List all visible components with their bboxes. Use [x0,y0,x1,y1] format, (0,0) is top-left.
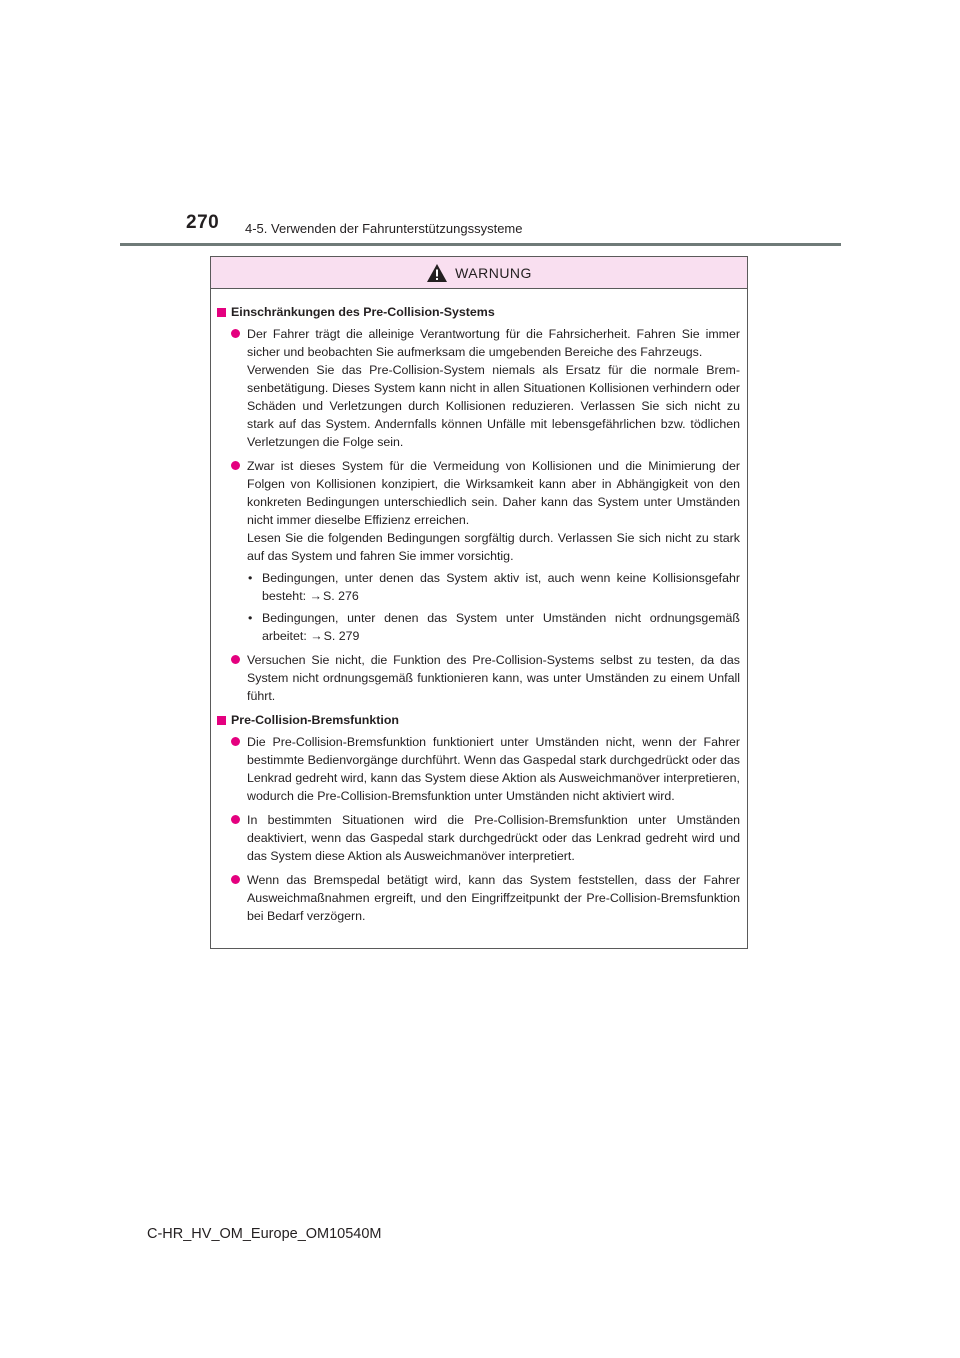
list-item [216,871,740,925]
warning-triangle-icon [426,263,448,283]
circle-bullet-icon [231,461,240,470]
section-heading-text: Einschränkungen des Pre-Collision-Systems [231,305,495,319]
page-number: 270 [186,212,220,233]
list-item [216,811,740,865]
list-item [216,733,740,805]
paragraph: In bestimmten Situationen wird die Pre-Collision-Bremsfunktion unter Umständen deaktiviert, wenn das Gaspedal stark durchgedrückt oder das Lenkrad gedreht wird und das System diese Aktion als Ausweichmanöver interpretiert. [247,813,740,863]
warning-title: WARNUNG [455,264,532,281]
list-item [216,325,740,451]
warning-section [216,711,740,925]
sub-list-text [262,569,740,605]
list-item-content [247,325,740,451]
section-heading-text: Pre-Collision-Bremsfunktion [231,713,399,727]
warning-box [210,256,748,949]
list-item [216,651,740,705]
sub-bullet: • [248,571,253,585]
section-heading [216,711,740,729]
section-heading [216,303,740,321]
paragraph: Wenn das Bremspedal betätigt wird, kann das System feststellen, dass der Fahrer Ausweichmaßnahmen ergreift, und den Eingriffzeitpunkt der Pre-Collision-Bremsfunktion bei Bedarf verzögern. [247,873,740,923]
sub-list-item [247,609,740,645]
paragraph: Versuchen Sie nicht, die Funktion des Pre-Collision-Systems selbst zu testen, da das System nicht ordnungsgemäß funktionieren kann, was unter Umständen zu einem Unfall führt. [247,653,740,703]
warning-section [216,303,740,705]
list-item [216,457,740,645]
document-id: C-HR_HV_OM_Europe_OM10540M [147,1226,382,1242]
list-item-content [247,811,740,865]
paragraph: Der Fahrer trägt die alleinige Verantwortung für die Fahrsicherheit. Fahren Sie immer sicher und beobachten Sie aufmerksam die umgebenden Bereiche des Fahrzeugs. [247,327,740,359]
warning-header [211,257,747,289]
square-bullet-icon [217,716,226,725]
paragraph: Die Pre-Collision-Bremsfunktion funktioniert unter Umständen nicht, wenn der Fahrer bestimmte Bedienvorgänge durchführt. Wenn das Gaspedal stark durchgedrückt oder das Lenkrad gedreht wird, kann das System diese Aktion als Ausweichmanöver interpretieren, wodurch die Pre-Collision-Bremsfunktion unter Umständen nicht aktiviert wird. [247,735,740,803]
warning-body [211,289,747,925]
circle-bullet-icon [231,329,240,338]
paragraph: Verwenden Sie das Pre-Collision-System niemals als Ersatz für die normale Bremsenbetätigung. Dieses System kann nicht in allen Situationen Kollisionen verhindern oder Schäden und Verletzungen durch Kollisionen reduzieren. Verlassen Sie sich nicht zu stark auf das System. Andernfalls können Unfälle mit lebensgefährlichen bzw. tödlichen Verletzungen die Folge sein. [247,363,740,449]
list-item-content [247,457,740,645]
sub-list-item [247,569,740,605]
section-title: 4-5. Verwenden der Fahrunterstützungssysteme [245,221,523,236]
page-reference-link[interactable]: S. 276 [322,589,359,603]
header-rule [120,243,841,246]
sub-list-label: Bedingungen, unter denen das System unter Umständen nicht ordnungsgemäß arbeitet: [262,611,740,643]
paragraph: Lesen Sie die folgenden Bedingungen sorgfältig durch. Verlassen Sie sich nicht zu stark auf das System und fahren Sie immer vorsichtig. [247,531,740,563]
list-item-content [247,651,740,705]
paragraph: Zwar ist dieses System für die Vermeidung von Kollisionen und die Minimierung der Folgen von Kollisionen konzipiert, die Wirksamkeit kann aber in Abhängigkeit von den konkreten Bedingungen unterschiedlich sein. Daher kann das System unter Umständen nicht immer dieselbe Effizienz erreichen. [247,459,740,527]
list-item-content [247,871,740,925]
arrow-right-icon: → [310,629,323,643]
arrow-right-icon: → [309,589,322,603]
sub-list-label: Bedingungen, unter denen das System aktiv ist, auch wenn keine Kollisionsgefahr besteht: [262,571,740,603]
sub-bullet: • [248,611,253,625]
circle-bullet-icon [231,875,240,884]
circle-bullet-icon [231,737,240,746]
square-bullet-icon [217,308,226,317]
circle-bullet-icon [231,655,240,664]
list-item-content [247,733,740,805]
sub-list-text [262,609,740,645]
circle-bullet-icon [231,815,240,824]
page-reference-link[interactable]: S. 279 [323,629,360,643]
page-header [0,0,960,250]
